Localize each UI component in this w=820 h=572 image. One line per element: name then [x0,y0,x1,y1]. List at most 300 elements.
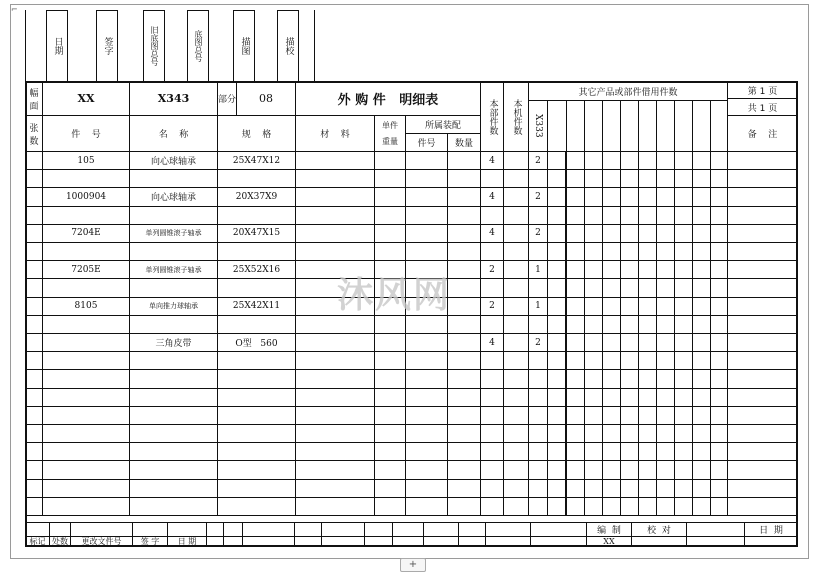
borrow-cell [584,260,603,279]
cell-weight [374,424,406,443]
cell-x333 [528,406,548,425]
stamp-sign-label: 签字 [102,37,113,55]
footer-blank-6 [686,522,745,537]
name-value: 单向推力球轴承 [149,302,198,311]
borrow-cell [692,497,711,516]
cell-machine [503,388,529,407]
cell-spec [217,333,296,352]
borrow-cell [656,224,675,243]
borrow-cell [638,278,657,297]
cell-machine [503,460,529,479]
x333-value: 1 [535,301,541,312]
cell-name [129,206,218,225]
borrow-cell [692,460,711,479]
borrow-cell [710,242,728,261]
borrow-cell [566,406,585,425]
borrow-cell [584,388,603,407]
stamp-date-label: 日期 [52,37,63,55]
borrow-cell [638,479,657,498]
borrow-cell [674,187,693,206]
borrow-cell [566,242,585,261]
remark-cell [727,479,798,498]
cell-asm_part [405,242,448,261]
cell-x333 [528,479,548,498]
borrow-cell [710,297,728,316]
cell-spec [217,479,296,498]
cell-asm_qty [447,442,481,461]
borrow-cell [602,315,621,334]
cell-page-no [727,81,798,99]
borrow-cell [547,169,566,188]
cell-asm_part [405,224,448,243]
borrow-cell [692,169,711,188]
borrow-col-9 [692,100,711,152]
name-header: 名 称 [158,130,189,140]
borrow-cell [620,497,639,516]
cell-material [295,497,375,516]
cell-asm_qty [447,460,481,479]
remark-cell [727,151,798,170]
x333-label: X333 [533,114,543,138]
cell-part-no-header [42,115,130,152]
cell-title [295,81,481,116]
borrow-cell [674,351,693,370]
cell-name [129,351,218,370]
borrow-cell [584,406,603,425]
cell-qty [480,260,504,279]
x333-value: 1 [535,264,541,275]
qty-value: 2 [489,264,495,275]
cell-x333 [528,424,548,443]
cell-qty [480,206,504,225]
cell-part [42,260,130,279]
qty-value: 4 [489,337,495,348]
cell-qty [480,406,504,425]
borrow-cell [566,333,585,352]
x333-value: 2 [535,191,541,202]
cell-spec [217,169,296,188]
watermark-text: 沐风网 [337,275,452,316]
cell-machine [503,479,529,498]
cell-asm_qty [447,424,481,443]
borrow-cell [692,333,711,352]
cell-x333 [528,388,548,407]
cell-name [129,260,218,279]
borrow-col-4 [602,100,621,152]
borrow-cell [692,278,711,297]
borrow-cell [547,151,566,170]
borrow-cell [692,351,711,370]
borrow-cell [638,260,657,279]
borrow-cell [584,187,603,206]
name-value: 单列圆锥滚子轴承 [145,229,202,238]
cell-name [129,224,218,243]
remark-cell [727,187,798,206]
x333-value: 2 [535,155,541,166]
cell-x333 [528,151,548,170]
borrow-cell [602,260,621,279]
add-page-button[interactable] [400,558,426,572]
cell-x333 [528,497,548,516]
borrow-cell [620,479,639,498]
borrow-cell [674,479,693,498]
cell-material [295,479,375,498]
borrow-cell [656,388,675,407]
cell-x333 [528,278,548,297]
cell-asm_qty [447,169,481,188]
spec-value: 25X52X16 [232,264,281,275]
document-title: 外 购 件 明细表 [337,93,439,108]
footer-date-blank [744,536,798,547]
cell-part-no [236,81,296,116]
spec-value: 20X47X15 [232,228,281,239]
cell-spec [217,351,296,370]
borrow-cell [602,242,621,261]
qty-value: 2 [489,301,495,312]
cell-name [129,315,218,334]
borrow-cell [584,369,603,388]
cell-spec [217,278,296,297]
borrow-cell [584,206,603,225]
part-value: 1000904 [65,191,107,202]
borrow-cell [602,442,621,461]
borrow-cell [638,369,657,388]
borrow-cell [656,169,675,188]
borrow-cell [566,278,585,297]
mark-label: 标记 [29,537,46,546]
document-page [10,4,809,559]
borrow-cell [584,351,603,370]
qty-value: 4 [489,228,495,239]
cell-sheet [25,369,43,388]
borrow-cell [566,187,585,206]
cell-spec [217,297,296,316]
borrow-cell [602,297,621,316]
footer-cell [392,522,424,537]
borrow-cell [584,169,603,188]
cell-machine [503,278,529,297]
cell-name [129,187,218,206]
borrow-cell [547,187,566,206]
cell-part [42,479,130,498]
cell-x333 [528,224,548,243]
footer-cell [423,536,459,547]
cell-weight [374,369,406,388]
footer-blank-4 [132,522,168,537]
cell-spec [217,424,296,443]
borrow-cell [620,169,639,188]
borrow-cell [547,406,566,425]
cell-x333 [528,187,548,206]
borrow-cell [656,278,675,297]
footer-date-lbl [167,536,207,547]
remark-cell [727,242,798,261]
cell-name [129,406,218,425]
cell-qty [480,424,504,443]
borrow-cell [638,297,657,316]
borrow-cell [692,187,711,206]
remark-cell [727,388,798,407]
cell-name [129,369,218,388]
cell-part [42,497,130,516]
cell-sheet [25,224,43,243]
x333-value: 2 [535,228,541,239]
cell-spec-header [217,115,296,152]
borrow-cell [656,206,675,225]
borrow-cell [638,242,657,261]
footer-cell [458,522,486,537]
cell-asm_qty [447,242,481,261]
cell-name [129,151,218,170]
cell-machine [503,242,529,261]
cell-sheet [25,297,43,316]
borrow-cell [602,351,621,370]
cell-sheet [25,479,43,498]
borrow-cell [620,224,639,243]
remark-cell [727,460,798,479]
borrow-cell [602,479,621,498]
cell-qty [480,497,504,516]
footer-cell [530,536,587,547]
cell-weight [374,333,406,352]
cell-this-machine-count [503,81,529,152]
cell-asm-part-header [405,133,448,152]
cell-weight [374,406,406,425]
cell-asm_qty [447,479,481,498]
cell-asm_part [405,369,448,388]
cell-qty [480,351,504,370]
page-corner-mark: ⌐ [11,5,18,14]
borrow-cell [710,187,728,206]
cell-spec [217,406,296,425]
part-no: 08 [259,92,273,105]
borrow-cell [674,497,693,516]
name-value: 三角皮带 [155,339,192,350]
cell-name [129,169,218,188]
cell-material [295,242,375,261]
cell-asm_qty [447,406,481,425]
qty-value: 4 [489,155,495,166]
borrow-cell [674,206,693,225]
cell-weight [374,351,406,370]
cell-spec [217,460,296,479]
cell-qty [480,224,504,243]
cell-spec [217,497,296,516]
date-label: 日 期 [759,526,783,536]
cell-spec [217,224,296,243]
asm-qty-header: 数量 [454,139,473,149]
borrow-cell [674,297,693,316]
cell-qty [480,388,504,407]
cell-asm_part [405,479,448,498]
this-machine-count-label: 本机件数 [511,98,522,135]
cell-asm_qty [447,206,481,225]
cell-asm_qty [447,151,481,170]
cell-weight [374,442,406,461]
cell-sheet [25,187,43,206]
part-no-header: 件 号 [71,130,101,140]
borrow-cell [547,479,566,498]
cell-material [295,460,375,479]
stamp-trace-check-label: 描校 [283,37,294,55]
spec-value: O型 560 [235,339,278,350]
borrow-cell [692,442,711,461]
borrow-cell [547,260,566,279]
sheet-label: 张数 [29,123,39,147]
cell-material [295,187,375,206]
product-name: XX [77,92,95,105]
borrow-cell [584,224,603,243]
cell-sheet [25,460,43,479]
remark-cell [727,424,798,443]
footer-cell [223,536,243,547]
date-lbl-label: 日 期 [177,537,197,546]
cell-unit-weight-header [374,115,406,152]
borrow-cell [566,206,585,225]
borrow-cell [566,369,585,388]
part-value: 7204E [71,228,101,239]
cell-material [295,351,375,370]
cell-qty [480,297,504,316]
footer-cell [206,522,224,537]
borrow-cell [692,260,711,279]
cell-name [129,460,218,479]
borrow-cell [566,260,585,279]
borrow-cell [620,442,639,461]
cell-name [129,278,218,297]
cell-part [42,206,130,225]
borrow-cell [620,278,639,297]
cell-material [295,369,375,388]
cell-weight [374,151,406,170]
cell-asm_part [405,424,448,443]
borrow-cell [710,206,728,225]
borrow-cell [566,442,585,461]
borrow-cell [656,479,675,498]
borrow-cell [710,278,728,297]
borrow-cell [692,151,711,170]
borrow-cell [566,151,585,170]
footer-blank-3 [70,522,133,537]
borrow-cell [547,242,566,261]
cell-part [42,460,130,479]
remark-cell [727,442,798,461]
footer-compiler-name [586,536,632,547]
footer-compile [586,522,632,537]
cell-name [129,388,218,407]
cell-machine [503,442,529,461]
cell-name-header [129,115,218,152]
borrow-cell [547,388,566,407]
borrow-cell [710,369,728,388]
borrow-cell [620,351,639,370]
borrow-cell [674,151,693,170]
cell-machine [503,224,529,243]
borrow-cell [584,460,603,479]
borrow-cell [638,388,657,407]
cell-part [42,169,130,188]
name-value: 向心球轴承 [150,157,196,168]
borrow-cell [638,406,657,425]
footer-cell [242,522,295,537]
borrow-cell [710,479,728,498]
cell-spec [217,206,296,225]
cell-spec [217,315,296,334]
borrow-cell [547,424,566,443]
footer-mark [25,536,50,547]
cell-product [42,81,130,116]
cell-asm_qty [447,351,481,370]
borrow-cell [674,388,693,407]
cell-name [129,297,218,316]
cell-material [295,424,375,443]
borrow-cell [584,151,603,170]
cell-qty [480,315,504,334]
cell-sheet [25,351,43,370]
cell-part [42,369,130,388]
material-header: 材 料 [320,130,350,140]
borrow-cell [674,460,693,479]
cell-sheet [25,406,43,425]
borrow-cell [638,424,657,443]
model-no: X343 [157,92,190,105]
cell-spec [217,442,296,461]
footer-check-blank [631,536,687,547]
remark-label: 备 注 [747,130,778,140]
cell-x333 [528,297,548,316]
cell-part [42,278,130,297]
borrow-cell [656,406,675,425]
cell-part-label [217,81,237,116]
cell-machine [503,187,529,206]
cell-part [42,297,130,316]
cell-x333 [528,260,548,279]
footer-cell [206,536,224,547]
borrow-cell [584,479,603,498]
cell-fufu [25,81,43,116]
borrow-col-2 [566,100,585,152]
cell-x333 [528,315,548,334]
cell-asm_qty [447,278,481,297]
borrow-cell [674,260,693,279]
borrow-cell [602,388,621,407]
cell-machine [503,151,529,170]
borrow-cell [692,224,711,243]
borrow-cell [656,333,675,352]
borrow-cell [710,315,728,334]
borrow-cell [602,206,621,225]
cell-asm-qty-header [447,133,481,152]
borrow-cell [566,315,585,334]
cell-material [295,333,375,352]
remark-cell [727,224,798,243]
part-value: 8105 [74,301,98,312]
borrow-cell [584,442,603,461]
cell-x333 [528,333,548,352]
cell-spec [217,260,296,279]
cell-machine [503,424,529,443]
borrow-cell [602,497,621,516]
cell-material [295,388,375,407]
remark-cell [727,278,798,297]
borrow-cell [620,260,639,279]
borrow-cell [710,406,728,425]
cell-name [129,424,218,443]
borrow-cell [638,442,657,461]
page-number: 第 1 页 [747,86,778,97]
borrow-cell [602,278,621,297]
cell-qty [480,442,504,461]
